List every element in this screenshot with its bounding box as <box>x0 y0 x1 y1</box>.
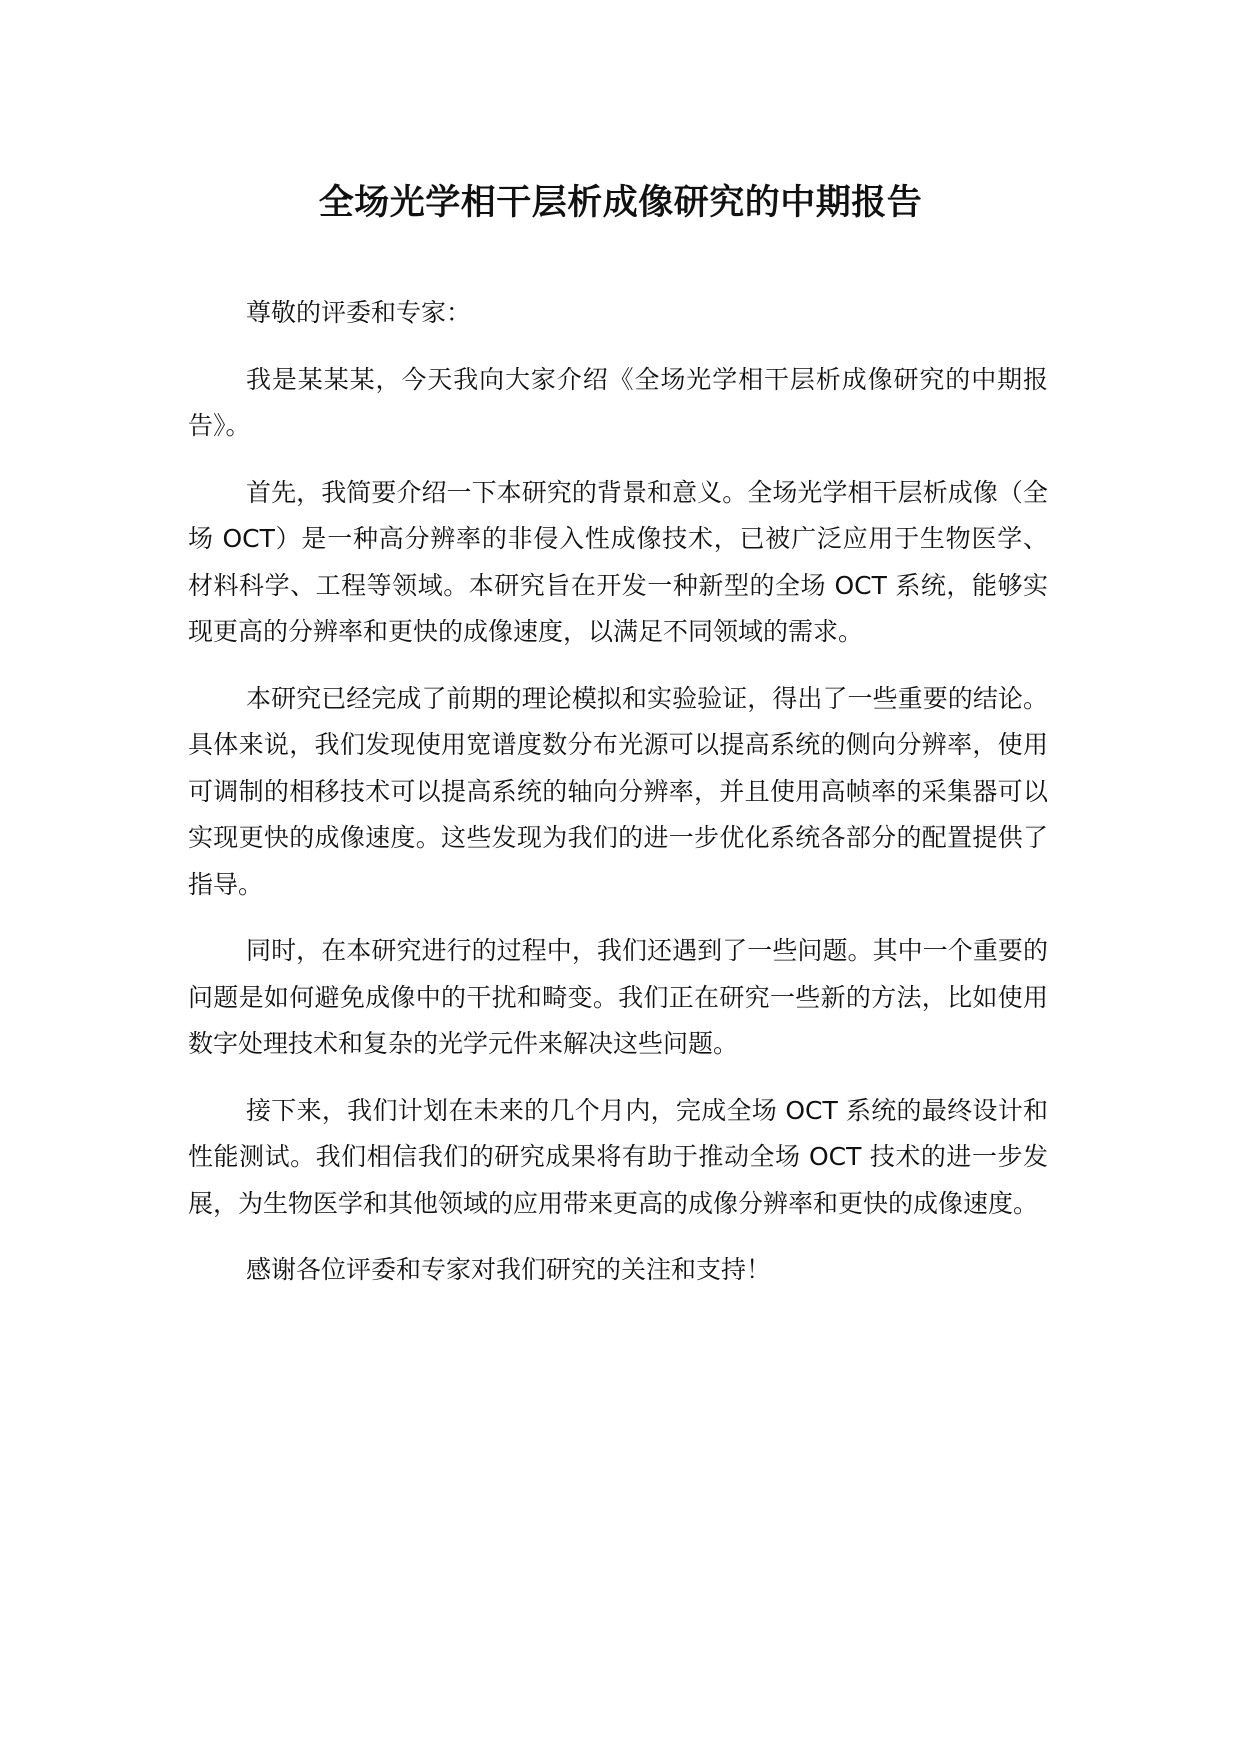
paragraph-background: 首先，我简要介绍一下本研究的背景和意义。全场光学相干层析成像（全场 OCT）是一种高分辨率的非侵入性成像技术，已被广泛应用于生物医学、材料科学、工程等领域。本研究旨在开发一种新型的全场 OCT 系统，能够实现更高的分辨率和更快的成像速度，以满足不同领域的需求。 <box>188 477 1048 646</box>
document-body <box>188 290 1048 1314</box>
paragraph-introduction: 我是某某某，今天我向大家介绍《全场光学相干层析成像研究的中期报告》。 <box>188 364 1048 440</box>
paragraph-plans: 接下来，我们计划在未来的几个月内，完成全场 OCT 系统的最终设计和性能测试。我们相信我们的研究成果将有助于推动全场 OCT 技术的进一步发展，为生物医学和其他领域的应用带来更高的成像分辨率和更快的成像速度。 <box>188 1095 1048 1218</box>
paragraph-progress: 本研究已经完成了前期的理论模拟和实验验证，得出了一些重要的结论。具体来说，我们发现使用宽谱度数分布光源可以提高系统的侧向分辨率，使用可调制的相移技术可以提高系统的轴向分辨率，并且使用高帧率的采集器可以实现更快的成像速度。这些发现为我们的进一步优化系统各部分的配置提供了指导。 <box>188 683 1048 899</box>
paragraph-thanks: 感谢各位评委和专家对我们研究的关注和支持！ <box>246 1255 772 1284</box>
salutation: 尊敬的评委和专家： <box>246 298 472 327</box>
document-title: 全场光学相干层析成像研究的中期报告 <box>318 183 923 223</box>
paragraph-problems: 同时，在本研究进行的过程中，我们还遇到了一些问题。其中一个重要的问题是如何避免成像中的干扰和畸变。我们正在研究一些新的方法，比如使用数字处理技术和复杂的光学元件来解决这些问题。 <box>188 936 1048 1058</box>
